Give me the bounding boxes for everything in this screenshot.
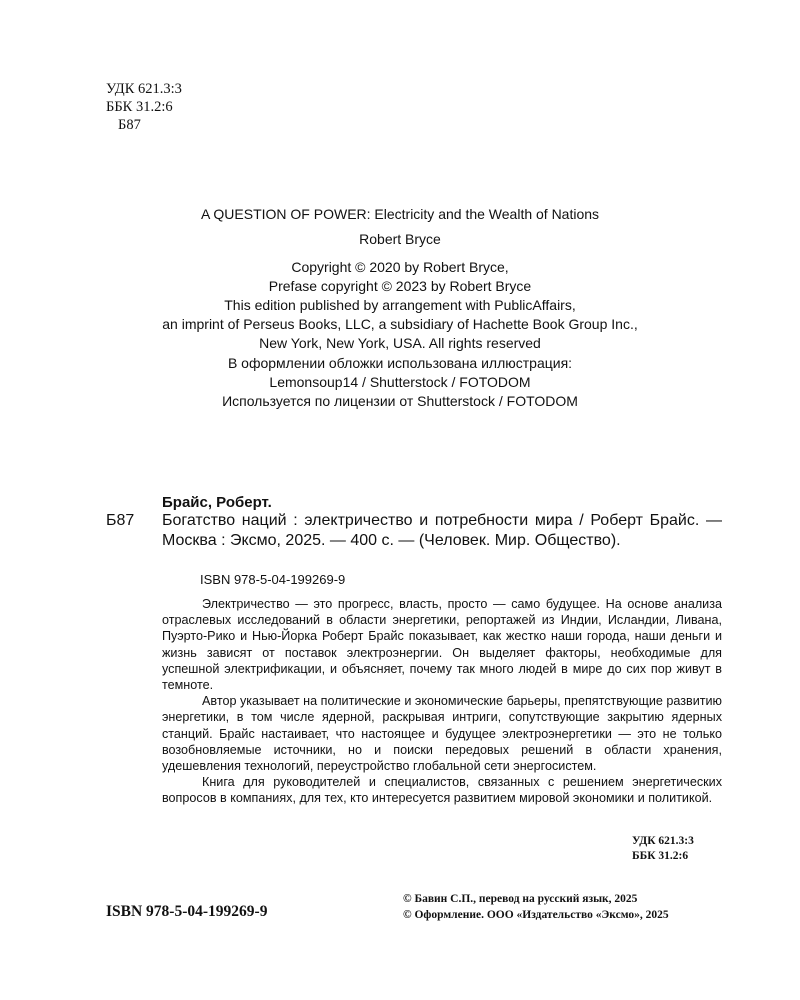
udk-code: УДК 621.3:3 bbox=[106, 81, 182, 97]
classification-codes bbox=[106, 80, 182, 134]
illustration-credit bbox=[0, 354, 800, 411]
annotation-paragraph: Книга для руководителей и специалистов, связанных с решением энергетических вопросов в компаниях, для тех, кто интересуется развитием мировой экономики и политикой. bbox=[162, 775, 722, 806]
bbk-code: ББК 31.2:6 bbox=[632, 850, 689, 862]
translation-copyright: © Бавин С.П., перевод на русский язык, 2025 bbox=[403, 893, 638, 905]
bibliographic-description: Богатство наций : электричество и потребности мира / Роберт Брайс. — Москва : Эксмо, 2025. — 400 с. — (Человек. Мир. Общество). bbox=[162, 512, 722, 549]
original-author: Robert Bryce bbox=[359, 231, 441, 247]
author-mark: Б87 bbox=[118, 117, 141, 133]
illustration-line: В оформлении обложки использована иллюстрация: bbox=[227, 355, 573, 371]
copyright-line: Copyright © 2020 by Robert Bryce, bbox=[291, 259, 509, 275]
udk-code: УДК 621.3:3 bbox=[632, 835, 694, 847]
annotation-codes bbox=[632, 834, 694, 864]
annotation-paragraph: Автор указывает на политические и экономические барьеры, препятствующие развитию энергетики, в том числе ядерной, раскрывая интриги, сопутствующие закрытию ядерных станций. Брайс настаивает, что настоящее и будущее электроэнергетики — это не только возобновляемые источники, но и поиски передовых решений в области хранения, удешевления технологий, переустройство глобальной сети энергосистем. bbox=[162, 694, 722, 774]
annotation bbox=[162, 596, 722, 807]
copyright-line: an imprint of Perseus Books, LLC, a subsidiary of Hachette Book Group Inc., bbox=[162, 316, 638, 332]
copyright-line: New York, New York, USA. All rights reserved bbox=[259, 335, 541, 351]
annotation-paragraph: Электричество — это прогресс, власть, просто — само будущее. На основе анализа отраслевых исследований в области энергетики, репортажей из Индии, Исландии, Ливана, Пуэрто-Рико и Нью-Йорка Роберт Брайс показывает, как жестко наши города, наши деньги и жизнь зависят от поставок электроэнергии. Он выделяет факторы, необходимые для успешной электрификации, и объясняет, почему так много людей в мире до сих пор живут в темноте. bbox=[162, 597, 722, 693]
bibliographic-isbn: ISBN 978-5-04-199269-9 bbox=[200, 572, 346, 587]
footer-isbn: ISBN 978-5-04-199269-9 bbox=[106, 903, 268, 920]
illustration-line: Используется по лицензии от Shutterstock / FOTODOM bbox=[222, 393, 578, 409]
bibliographic-code: Б87 bbox=[106, 512, 135, 529]
illustration-line: Lemonsoup14 / Shutterstock / FOTODOM bbox=[269, 374, 531, 390]
bbk-code: ББК 31.2:6 bbox=[106, 99, 173, 115]
footer-copyrights bbox=[403, 891, 669, 923]
copyright-line: Prefase copyright © 2023 by Robert Bryce bbox=[268, 278, 532, 294]
copyright-block bbox=[0, 258, 800, 353]
copyright-line: This edition published by arrangement with PublicAffairs, bbox=[224, 297, 576, 313]
original-title: A QUESTION OF POWER: Electricity and the Wealth of Nations bbox=[200, 206, 600, 222]
design-copyright: © Оформление. ООО «Издательство «Эксмо», 2025 bbox=[403, 909, 669, 921]
bibliographic-author: Брайс, Роберт. bbox=[162, 494, 272, 511]
